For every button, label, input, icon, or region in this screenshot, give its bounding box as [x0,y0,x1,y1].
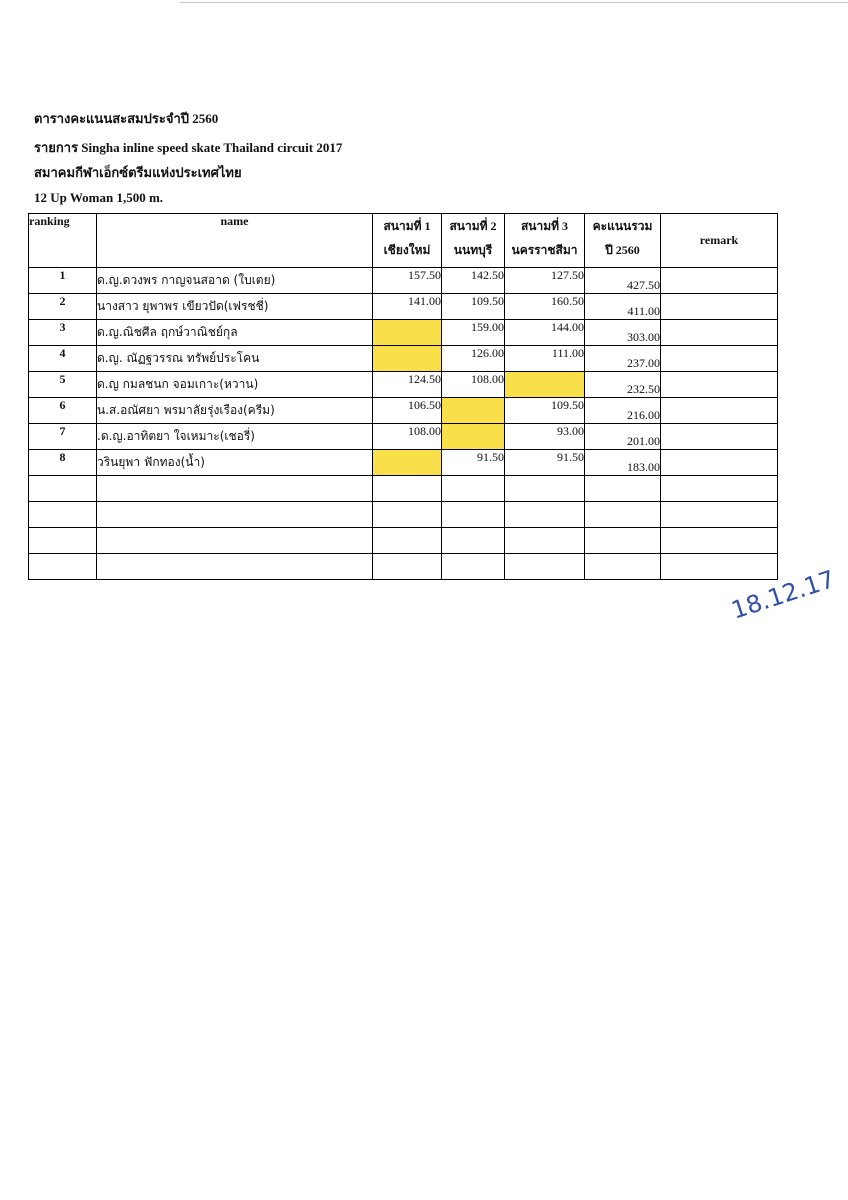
name-cell: น.ส.อณัศยา พรมาลัยรุ่งเรือง(ครีม) [97,398,373,424]
remark-cell [661,372,778,398]
empty-cell [97,528,373,554]
empty-cell [505,476,585,502]
venue-2-score: 126.00 [442,346,505,372]
name-cell: ด.ญ.ณิชศีล ฤกษ์วาณิชย์กุล [97,320,373,346]
remark-cell [661,450,778,476]
total-score: 303.00 [585,320,661,346]
table-row [29,294,778,320]
venue-2-score: 142.50 [442,268,505,294]
header-row [29,214,778,268]
title-line-1: ตารางคะแนนสะสมประจำปี 2560 [34,111,219,126]
header-venue-2-line-1: สนามที่ 2 [449,219,497,233]
name-cell: ด.ญ กมลชนก จอมเกาะ(หวาน) [97,372,373,398]
venue-2-score-missing [442,424,505,450]
header-remark: remark [661,214,778,268]
empty-cell [585,476,661,502]
table-row [29,398,778,424]
name-cell: นางสาว ยุพาพร เขียวปัด(เฟรชชี่) [97,294,373,320]
total-score: 232.50 [585,372,661,398]
remark-cell [661,346,778,372]
venue-1-score-missing [373,320,442,346]
remark-cell [661,398,778,424]
table-row [29,346,778,372]
table-row [29,424,778,450]
venue-2-score-missing [442,398,505,424]
empty-row [29,476,778,502]
empty-cell [373,502,442,528]
header-venue-3-line-2: นครราชสีมา [511,243,578,257]
venue-3-score: 109.50 [505,398,585,424]
venue-1-score: 141.00 [373,294,442,320]
empty-cell [97,476,373,502]
remark-cell [661,294,778,320]
header-name: name [97,214,373,268]
header-venue-3 [505,214,585,268]
empty-cell [442,502,505,528]
empty-cell [373,528,442,554]
venue-1-score-missing [373,346,442,372]
venue-2-score: 91.50 [442,450,505,476]
remark-cell [661,268,778,294]
venue-3-score: 127.50 [505,268,585,294]
total-score: 201.00 [585,424,661,450]
name-cell: .ด.ญ.อาทิตยา ใจเหมาะ(เชอรี่) [97,424,373,450]
name-cell: วรินยุพา ฟักทอง(น้ำ) [97,450,373,476]
header-total-line-1: คะแนนรวม [592,219,653,233]
table-row [29,450,778,476]
remark-cell [661,424,778,450]
empty-cell [373,554,442,580]
name-cell: ด.ญ. ณัฏฐวรรณ ทรัพย์ประโคน [97,346,373,372]
venue-3-score: 93.00 [505,424,585,450]
header-total [585,214,661,268]
empty-cell [97,502,373,528]
venue-2-score: 109.50 [442,294,505,320]
empty-row [29,502,778,528]
empty-cell [442,476,505,502]
venue-3-score: 144.00 [505,320,585,346]
empty-cell [505,528,585,554]
rank-cell: 2 [29,294,97,320]
empty-cell [373,476,442,502]
total-score: 237.00 [585,346,661,372]
venue-1-score: 106.50 [373,398,442,424]
rank-cell: 5 [29,372,97,398]
title-line-3: สมาคมกีฬาเอ็กซ์ตรีมแห่งประเทศไทย [34,165,242,180]
rank-cell: 3 [29,320,97,346]
empty-cell [585,528,661,554]
empty-row [29,528,778,554]
score-table [28,213,778,580]
empty-cell [661,528,778,554]
handwritten-date: 18.12.17 [728,564,839,625]
header-ranking: ranking [29,214,97,268]
header-total-line-2: ปี 2560 [605,243,640,257]
name-cell: ด.ญ.ดวงพร กาญจนสอาด (ใบเตย) [97,268,373,294]
empty-cell [661,554,778,580]
empty-cell [29,554,97,580]
venue-3-score: 91.50 [505,450,585,476]
rank-cell: 8 [29,450,97,476]
header-venue-1 [373,214,442,268]
header-venue-1-line-2: เชียงใหม่ [383,243,431,257]
table-row [29,372,778,398]
empty-cell [661,476,778,502]
empty-cell [661,502,778,528]
venue-3-score: 111.00 [505,346,585,372]
total-score: 183.00 [585,450,661,476]
rank-cell: 7 [29,424,97,450]
total-score: 411.00 [585,294,661,320]
empty-cell [505,554,585,580]
empty-cell [29,502,97,528]
total-score: 427.50 [585,268,661,294]
rank-cell: 6 [29,398,97,424]
empty-cell [585,502,661,528]
empty-cell [585,554,661,580]
rank-cell: 4 [29,346,97,372]
header-venue-2 [442,214,505,268]
venue-1-score: 108.00 [373,424,442,450]
venue-2-score: 159.00 [442,320,505,346]
table-row [29,268,778,294]
table-row [29,320,778,346]
category-label: 12 Up Woman 1,500 m. [34,190,164,205]
empty-cell [29,476,97,502]
empty-cell [442,554,505,580]
venue-3-score-missing [505,372,585,398]
rank-cell: 1 [29,268,97,294]
venue-1-score-missing [373,450,442,476]
venue-1-score: 157.50 [373,268,442,294]
header-venue-1-line-1: สนามที่ 1 [383,219,431,233]
total-score: 216.00 [585,398,661,424]
empty-cell [97,554,373,580]
venue-3-score: 160.50 [505,294,585,320]
empty-cell [442,528,505,554]
empty-cell [505,502,585,528]
venue-1-score: 124.50 [373,372,442,398]
empty-row [29,554,778,580]
scan-edge-line [180,2,848,3]
header-venue-3-line-1: สนามที่ 3 [520,219,569,233]
remark-cell [661,320,778,346]
title-line-2: รายการ Singha inline speed skate Thailand circuit 2017 [34,140,343,155]
header-venue-2-line-2: นนทบุรี [453,243,493,257]
venue-2-score: 108.00 [442,372,505,398]
empty-cell [29,528,97,554]
